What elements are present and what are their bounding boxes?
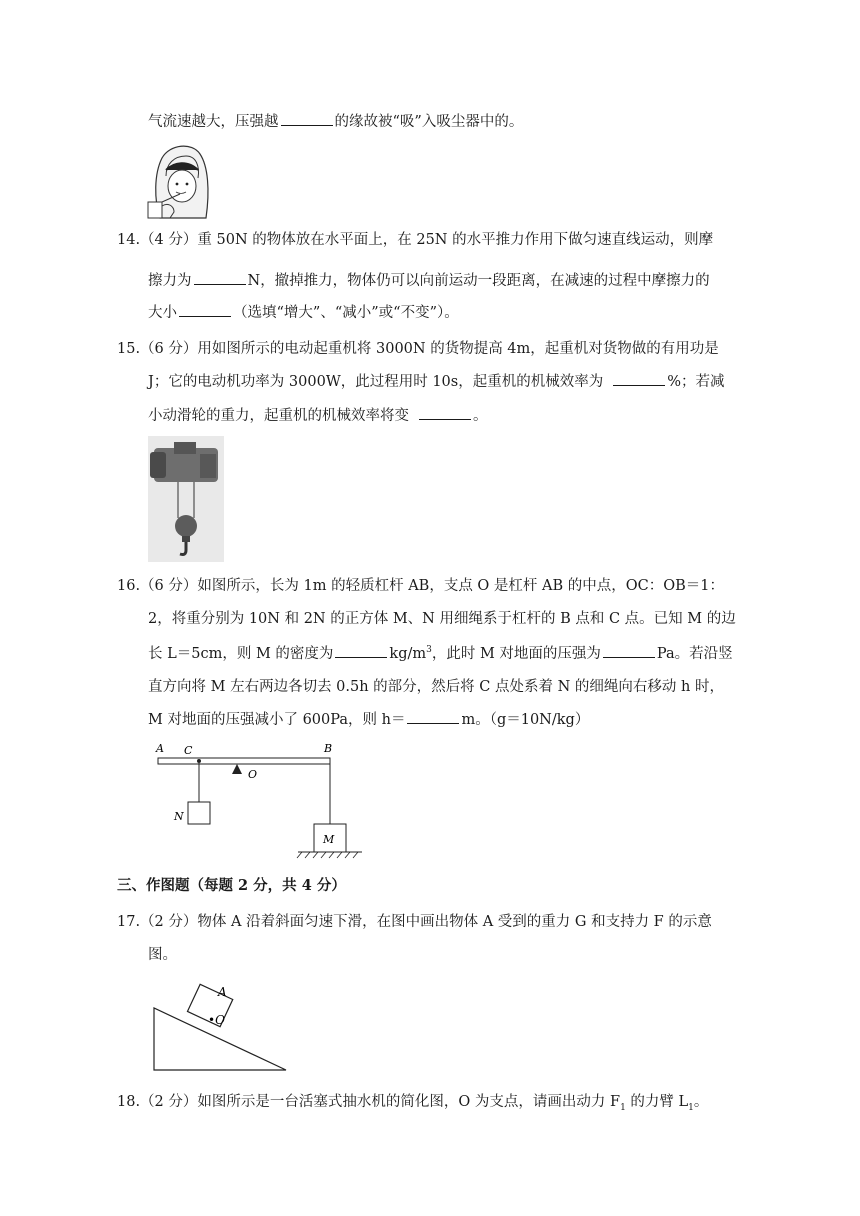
q15-text: J；它的电动机功率为 3000W，此过程用时 10s，起重机的机械效率为	[148, 374, 604, 390]
label-O: •O	[208, 1013, 225, 1027]
q16-line-4: 直方向将 M 左右两边各切去 0.5h 的部分，然后将 C 点处系着 N 的细绳向右移动 h 时，	[148, 679, 724, 695]
answer-blank[interactable]	[335, 643, 387, 658]
q15-line-1: 15.（6 分）用如图所示的电动起重机将 3000N 的货物提高 4m，起重机对货物做的有用功是	[117, 341, 719, 357]
q16-line-1: 16.（6 分）如图所示，长为 1m 的轻质杠杆 AB，支点 O 是杠杆 AB 的中点，OC：OB＝1：	[117, 578, 725, 594]
q17-line-1: 17.（2 分）物体 A 沿着斜面匀速下滑，在图中画出物体 A 受到的重力 G 和支持力 F 的示意	[117, 914, 712, 930]
q16-line-5	[148, 709, 589, 730]
label-A: A	[218, 985, 227, 999]
answer-blank[interactable]	[179, 302, 231, 317]
q16-text: m。（g＝10N/kg）	[461, 712, 590, 728]
label-B: B	[324, 742, 333, 755]
label-M: M	[323, 833, 335, 846]
q16-text: Pa。若沿竖	[656, 646, 733, 662]
lever-figure	[150, 738, 370, 864]
superscript: 3	[426, 645, 432, 656]
q14-text: N，撤掉推力，物体仍可以向前运动一段距离，在减速的过程中摩擦力的	[247, 273, 710, 289]
electric-hoist-figure	[148, 436, 224, 562]
q16-line-2: 2，将重分别为 10N 和 2N 的正方体 M、N 用细绳系于杠杆的 B 点和 C 点。已知 M 的边	[148, 611, 736, 627]
q18-text: 18.（2 分）如图所示是一台活塞式抽水机的简化图，O 为支点，请画出动力 F	[117, 1094, 621, 1110]
answer-blank[interactable]	[613, 371, 665, 386]
label-C: C	[184, 744, 193, 757]
q16-text: M 对地面的压强减小了 600Pa，则 h＝	[148, 712, 406, 728]
answer-blank[interactable]	[194, 270, 246, 285]
q14-line-1: 14.（4 分）重 50N 的物体放在水平面上，在 25N 的水平推力作用下做匀速直线运动，则摩	[117, 232, 714, 248]
q14-text: 大小	[148, 305, 177, 321]
q16-line-3	[148, 643, 733, 664]
q18-text: 。	[693, 1094, 709, 1110]
q13-text-a: 气流速越大，压强越	[148, 114, 279, 130]
q18-line-1	[117, 1092, 708, 1112]
subscript: 1	[688, 1102, 694, 1113]
q16-text: 长 L＝5cm，则 M 的密度为	[148, 646, 334, 662]
label-A: A	[156, 742, 164, 755]
q15-line-3	[148, 405, 488, 426]
label-N: N	[174, 810, 184, 823]
q13-text-b: 的缘故被“吸”入吸尘器中的。	[334, 114, 524, 130]
q16-text: ，此时 M 对地面的压强为	[431, 646, 601, 662]
q14-line-2	[148, 270, 710, 291]
answer-blank[interactable]	[407, 709, 459, 724]
fulcrum-icon	[232, 764, 242, 774]
child-drinking-figure	[140, 140, 214, 222]
q15-text: 小动滑轮的重力，起重机的机械效率将变	[148, 408, 409, 424]
incline-figure	[150, 982, 290, 1074]
q14-text: （选填“增大”、“减小”或“不变”）。	[233, 305, 459, 321]
q17-line-2: 图。	[148, 947, 177, 963]
subscript: 1	[620, 1102, 626, 1113]
q16-text: kg/m	[389, 646, 427, 662]
label-O: O	[248, 768, 258, 781]
answer-blank[interactable]	[281, 111, 333, 126]
q15-text: 。	[473, 408, 488, 424]
q18-text: 的力臂 L	[625, 1094, 689, 1110]
answer-blank[interactable]	[603, 643, 655, 658]
q14-text: 擦力为	[148, 273, 192, 289]
q13-line	[148, 111, 523, 132]
answer-blank[interactable]	[419, 405, 471, 420]
q15-text: %；若减	[667, 374, 725, 390]
q14-line-3	[148, 302, 459, 323]
section-title: 三、作图题（每题 2 分，共 4 分）	[117, 877, 346, 894]
q15-line-2	[148, 371, 725, 392]
